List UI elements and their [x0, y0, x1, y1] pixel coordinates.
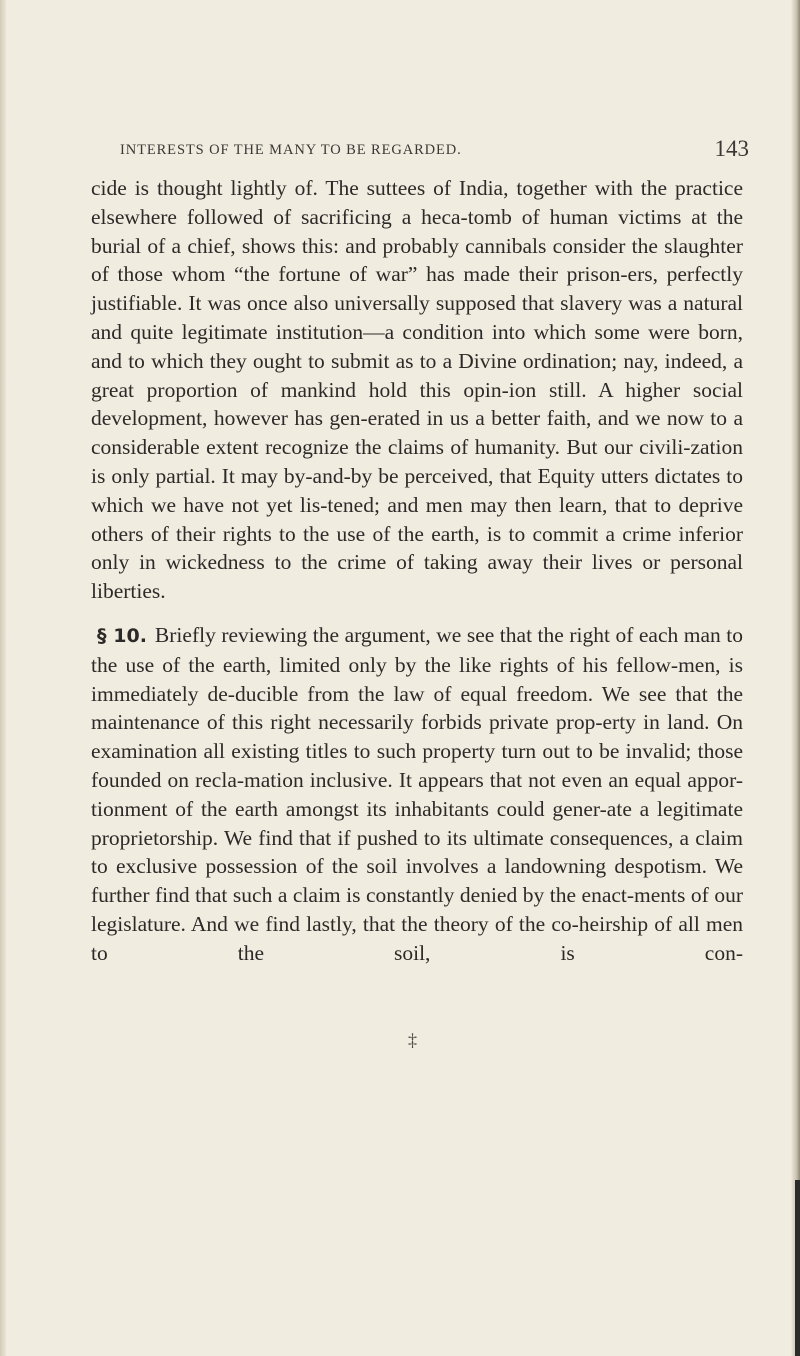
running-head: INTERESTS OF THE MANY TO BE REGARDED. — [120, 142, 462, 158]
signature-mark: ‡ — [408, 1030, 417, 1050]
paragraph-2-text: Briefly reviewing the argument, we see that the right of each man to the use of the earth, limited only by the like rights of his fellow-men, is immediately de-ducible from the law of equal freedom. We see that the maintenance of this right necessarily forbids private prop-erty in land. On examination all existing titles to such property turn out to be invalid; those founded on recla-mation inclusive. It appears that not even an equal appor-tionment of the earth amongst its inhabitants could gener-ate a legitimate proprietorship. We find that if pushed to its ultimate consequences, a claim to exclusive possession of the soil involves a landowning despotism. We further find that such a claim is constantly denied by the enact-ments of our legislature. And we find lastly, that the theory of the co-heirship of all men to the soil, is con- — [91, 622, 743, 965]
page-body — [91, 174, 743, 968]
paragraph-1: cide is thought lightly of. The suttees of India, together with the practice elsewhere followed of sacrificing a heca-tomb of human victims at the burial of a chief, shows this: and probably cannibals consider the slaughter of those whom “the fortune of war” has made their prison-ers, perfectly justifiable. It was once also universally supposed that slavery was a natural and quite legitimate institution—a condition into which some were born, and to which they ought to submit as to a Divine ordination; nay, indeed, a great proportion of mankind hold this opin-ion still. A higher social development, however has gen-erated in us a better faith, and we now to a considerable extent recognize the claims of humanity. But our civili-zation is only partial. It may by-and-by be perceived, that Equity utters dictates to which we have not yet lis-tened; and men may then learn, that to deprive others of their rights to the use of the earth, is to commit a crime inferior only in wickedness to the crime of taking away their lives or personal liberties. — [91, 176, 743, 604]
binding-shadow — [795, 1180, 800, 1356]
paragraph-2 — [91, 621, 743, 968]
page-number: 143 — [714, 136, 749, 161]
section-number: § 10. — [97, 624, 147, 647]
page-left-edge — [0, 0, 6, 1356]
page-right-edge — [791, 0, 800, 1356]
page-header — [120, 136, 749, 168]
